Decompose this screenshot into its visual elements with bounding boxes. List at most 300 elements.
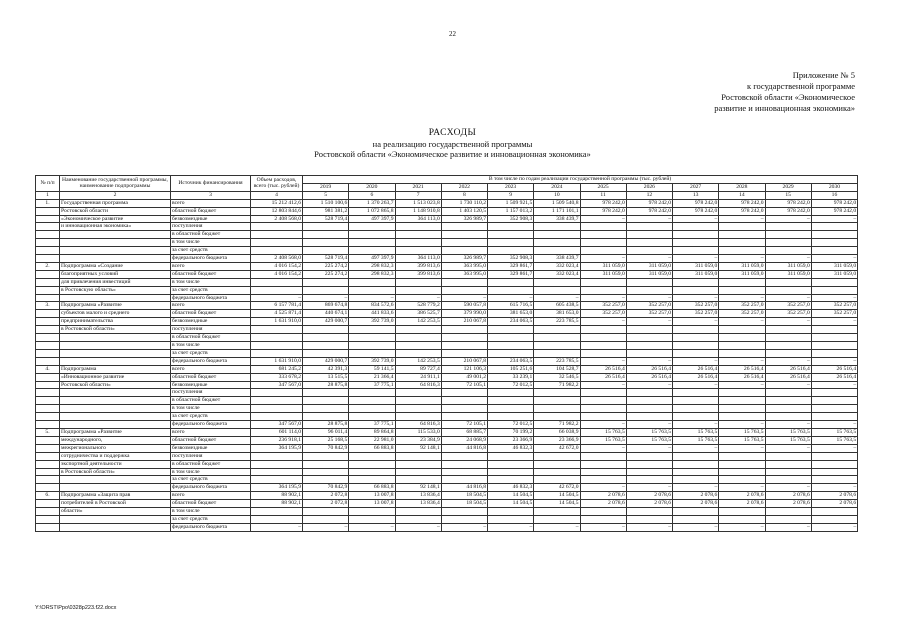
year-amount-cell: – (719, 215, 765, 223)
program-name-cell: Подпрограмма (60, 365, 171, 373)
year-amount-cell (303, 231, 349, 239)
column-index-cell: 1 (36, 191, 60, 199)
year-amount-cell: 605 438,5 (534, 302, 580, 310)
year-amount-cell: 978 242,0 (811, 199, 857, 207)
year-amount-cell: – (765, 444, 811, 452)
year-amount-cell: 23 366,9 (534, 436, 580, 444)
year-amount-cell: 311 059,0 (811, 262, 857, 270)
year-amount-cell (811, 460, 857, 468)
year-amount-cell: 15 763,5 (811, 436, 857, 444)
total-amount-cell: 347 567,0 (251, 381, 303, 389)
program-name-cell: для привлечения инвестиций (60, 278, 171, 286)
table-row (36, 397, 858, 405)
year-amount-cell: 381 653,0 (488, 310, 534, 318)
year-amount-cell (719, 452, 765, 460)
year-amount-cell (349, 405, 395, 413)
year-amount-cell: 978 242,0 (626, 199, 672, 207)
year-amount-cell: 1 403 120,5 (441, 207, 487, 215)
year-amount-cell: 978 242,0 (765, 207, 811, 215)
year-amount-cell (626, 223, 672, 231)
row-number-cell: 2. (36, 262, 60, 270)
funding-source-cell: областной бюджет (171, 207, 251, 215)
year-amount-cell (395, 397, 441, 405)
year-amount-cell (719, 476, 765, 484)
year-amount-cell (488, 223, 534, 231)
year-amount-cell: 352 257,0 (673, 302, 719, 310)
year-amount-cell: 49 001,2 (441, 373, 487, 381)
year-amount-cell: – (349, 523, 395, 531)
year-amount-cell (488, 468, 534, 476)
total-amount-cell: 2 408 568,0 (251, 215, 303, 223)
year-amount-cell (534, 515, 580, 523)
year-amount-cell (441, 405, 487, 413)
row-number-cell (36, 207, 60, 215)
year-amount-cell (673, 247, 719, 255)
funding-source-cell: безвозмездные (171, 381, 251, 389)
year-amount-cell: 18 504,5 (441, 492, 487, 500)
year-amount-cell: – (673, 444, 719, 452)
year-amount-cell (580, 286, 626, 294)
year-amount-cell (580, 515, 626, 523)
total-amount-cell: 2 408 568,0 (251, 255, 303, 263)
year-amount-cell: 33 239,1 (488, 373, 534, 381)
program-name-cell (60, 389, 171, 397)
year-amount-cell (673, 326, 719, 334)
year-amount-cell (765, 515, 811, 523)
year-amount-cell (673, 286, 719, 294)
year-amount-cell (534, 349, 580, 357)
year-amount-cell: 352 257,0 (719, 310, 765, 318)
funding-source-cell: в областной бюджет (171, 334, 251, 342)
year-amount-cell (811, 515, 857, 523)
year-amount-cell (626, 278, 672, 286)
total-amount-cell (251, 342, 303, 350)
year-amount-cell: 338 439,7 (534, 255, 580, 263)
year-amount-cell (765, 397, 811, 405)
year-amount-cell: 225 274,2 (303, 270, 349, 278)
year-amount-cell: 1 171 101,1 (534, 207, 580, 215)
year-amount-cell: 234 063,5 (488, 357, 534, 365)
year-amount-cell (488, 515, 534, 523)
total-amount-cell: 12 803 844,6 (251, 207, 303, 215)
year-amount-cell (811, 239, 857, 247)
row-number-cell: 1. (36, 199, 60, 207)
row-number-cell (36, 389, 60, 397)
row-number-cell (36, 500, 60, 508)
year-amount-cell (534, 397, 580, 405)
year-amount-cell (580, 231, 626, 239)
year-amount-cell: – (719, 318, 765, 326)
year-amount-cell: – (441, 294, 487, 302)
year-amount-cell: 23 384,9 (395, 436, 441, 444)
year-amount-cell (303, 452, 349, 460)
row-number-cell (36, 255, 60, 263)
year-amount-cell (626, 413, 672, 421)
year-amount-cell (349, 515, 395, 523)
table-row (36, 381, 858, 389)
table-row (36, 262, 858, 270)
row-number-cell (36, 310, 60, 318)
year-amount-cell (626, 452, 672, 460)
year-amount-cell (488, 397, 534, 405)
year-amount-cell: – (765, 523, 811, 531)
row-number-cell (36, 270, 60, 278)
year-amount-cell (395, 389, 441, 397)
year-amount-cell: 1 072 865,8 (349, 207, 395, 215)
year-amount-cell (303, 286, 349, 294)
year-amount-cell (488, 247, 534, 255)
year-amount-cell: – (719, 421, 765, 429)
funding-source-cell: за счет средств (171, 247, 251, 255)
year-amount-cell: 71 982,2 (534, 381, 580, 389)
year-amount-cell (534, 247, 580, 255)
row-number-cell (36, 484, 60, 492)
year-amount-cell: 26 516,4 (626, 365, 672, 373)
year-amount-cell (765, 508, 811, 516)
year-amount-cell (765, 223, 811, 231)
year-amount-cell: 298 832,3 (349, 262, 395, 270)
program-name-cell: Ростовской области (60, 207, 171, 215)
year-amount-cell (441, 247, 487, 255)
table-row (36, 302, 858, 310)
table-row (36, 413, 858, 421)
year-amount-cell (349, 397, 395, 405)
year-amount-cell: 13 836,4 (395, 500, 441, 508)
year-amount-cell: 15 763,5 (626, 428, 672, 436)
column-index-row (36, 191, 858, 199)
program-name-cell (60, 397, 171, 405)
year-amount-cell (534, 342, 580, 350)
year-amount-cell: 28 875,8 (303, 421, 349, 429)
table-row (36, 223, 858, 231)
row-number-cell: 6. (36, 492, 60, 500)
funding-source-cell: поступления (171, 223, 251, 231)
table-row (36, 365, 858, 373)
row-number-cell (36, 349, 60, 357)
year-amount-cell: – (488, 294, 534, 302)
year-amount-cell: – (395, 523, 441, 531)
year-amount-cell: 338 439,7 (534, 215, 580, 223)
year-amount-cell: 392 739,0 (349, 357, 395, 365)
total-amount-cell (251, 223, 303, 231)
year-amount-cell: 46 832,3 (488, 484, 534, 492)
funding-source-cell: в том числе (171, 278, 251, 286)
year-amount-cell: – (580, 381, 626, 389)
funding-source-cell: за счет средств (171, 286, 251, 294)
total-amount-cell (251, 476, 303, 484)
year-amount-cell (765, 413, 811, 421)
year-amount-cell: 352 257,0 (626, 310, 672, 318)
table-body (36, 191, 858, 531)
year-amount-cell (811, 468, 857, 476)
total-amount-cell: 681 245,2 (251, 365, 303, 373)
program-name-cell: потребителей в Ростовской (60, 500, 171, 508)
program-name-cell (60, 239, 171, 247)
table-row (36, 207, 858, 215)
year-amount-cell: 44 816,8 (441, 484, 487, 492)
year-amount-cell: 364 113,0 (395, 255, 441, 263)
year-amount-cell: – (811, 523, 857, 531)
year-amount-cell: 1 509 921,5 (488, 199, 534, 207)
row-number-cell (36, 508, 60, 516)
program-name-cell (60, 484, 171, 492)
year-amount-cell: 981 381,2 (303, 207, 349, 215)
year-amount-cell (673, 397, 719, 405)
table-row (36, 452, 858, 460)
year-amount-cell: 311 059,0 (719, 270, 765, 278)
year-amount-cell (626, 286, 672, 294)
year-amount-cell: 392 739,0 (349, 318, 395, 326)
year-amount-cell (534, 286, 580, 294)
year-amount-cell: – (580, 294, 626, 302)
year-amount-cell: 72 105,1 (441, 421, 487, 429)
year-amount-cell: – (673, 215, 719, 223)
year-amount-cell: 44 816,8 (441, 444, 487, 452)
funding-source-cell: в том числе (171, 239, 251, 247)
year-amount-cell: 59 141,5 (349, 365, 395, 373)
year-amount-cell (811, 413, 857, 421)
year-amount-cell: 25 168,5 (303, 436, 349, 444)
year-amount-cell (719, 326, 765, 334)
year-amount-cell: – (719, 484, 765, 492)
year-amount-cell: 15 763,5 (719, 436, 765, 444)
year-amount-cell (441, 342, 487, 350)
year-amount-cell: 96 011,4 (303, 428, 349, 436)
year-amount-cell (626, 508, 672, 516)
year-amount-cell: – (673, 381, 719, 389)
year-amount-cell: 15 763,5 (719, 428, 765, 436)
year-amount-cell: – (580, 484, 626, 492)
year-amount-cell: – (765, 357, 811, 365)
year-amount-cell: 15 763,5 (765, 428, 811, 436)
table-row (36, 294, 858, 302)
year-amount-cell (580, 413, 626, 421)
year-amount-cell: – (626, 523, 672, 531)
year-amount-cell (626, 460, 672, 468)
year-amount-cell: 2 072,8 (303, 500, 349, 508)
total-amount-cell: 1 631 910,0 (251, 318, 303, 326)
year-amount-cell: 2 078,6 (673, 500, 719, 508)
year-amount-cell: – (811, 484, 857, 492)
funding-source-cell: областной бюджет (171, 373, 251, 381)
year-amount-cell: 2 078,6 (765, 500, 811, 508)
funding-source-cell: федерального бюджета (171, 294, 251, 302)
file-path-footer: Y:\ORST\Ppo\0328p223.f22.docx (35, 605, 117, 611)
year-amount-cell (580, 326, 626, 334)
year-amount-cell: 363 995,0 (441, 262, 487, 270)
year-amount-cell: 24 068,9 (441, 436, 487, 444)
year-amount-cell (811, 349, 857, 357)
year-amount-cell: 70 842,9 (303, 444, 349, 452)
year-amount-cell (765, 231, 811, 239)
year-amount-cell: – (580, 421, 626, 429)
total-amount-cell (251, 349, 303, 357)
year-amount-cell (395, 460, 441, 468)
year-amount-cell (349, 342, 395, 350)
header-year: 2029 (765, 183, 811, 191)
year-amount-cell (811, 452, 857, 460)
table-row (36, 492, 858, 500)
year-amount-cell (534, 476, 580, 484)
year-amount-cell: 26 516,4 (811, 373, 857, 381)
program-name-cell (60, 515, 171, 523)
table-row (36, 231, 858, 239)
year-amount-cell (811, 342, 857, 350)
funding-source-cell: поступления (171, 326, 251, 334)
year-amount-cell: 14 504,5 (488, 492, 534, 500)
row-number-cell (36, 294, 60, 302)
year-amount-cell (719, 389, 765, 397)
year-amount-cell (488, 349, 534, 357)
year-amount-cell (673, 223, 719, 231)
year-amount-cell (349, 223, 395, 231)
year-amount-cell (811, 231, 857, 239)
year-amount-cell: 66 883,8 (349, 444, 395, 452)
year-amount-cell (673, 239, 719, 247)
year-amount-cell: 978 242,0 (580, 199, 626, 207)
total-amount-cell (251, 397, 303, 405)
program-name-cell (60, 247, 171, 255)
year-amount-cell (441, 286, 487, 294)
year-amount-cell (673, 349, 719, 357)
year-amount-cell: 363 995,0 (441, 270, 487, 278)
year-amount-cell: 1 509 540,8 (534, 199, 580, 207)
column-index-cell: 16 (811, 191, 857, 199)
year-amount-cell (441, 239, 487, 247)
year-amount-cell: 429 000,7 (303, 318, 349, 326)
year-amount-cell (765, 405, 811, 413)
year-amount-cell (395, 239, 441, 247)
year-amount-cell: 1 510 100,6 (303, 199, 349, 207)
year-amount-cell: – (811, 215, 857, 223)
year-amount-cell: 978 242,0 (626, 207, 672, 215)
year-amount-cell (765, 334, 811, 342)
year-amount-cell (719, 397, 765, 405)
row-number-cell (36, 223, 60, 231)
year-amount-cell (673, 515, 719, 523)
header-years-title: В том числе по годам реализации государственной программы (тыс. рублей) (303, 176, 858, 184)
year-amount-cell (765, 460, 811, 468)
year-amount-cell: 352 257,0 (811, 302, 857, 310)
year-amount-cell: 497 397,9 (349, 215, 395, 223)
year-amount-cell (673, 334, 719, 342)
year-amount-cell: 210 067,8 (441, 357, 487, 365)
year-amount-cell: 399 813,6 (395, 262, 441, 270)
year-amount-cell: – (626, 255, 672, 263)
year-amount-cell (626, 515, 672, 523)
year-amount-cell (719, 334, 765, 342)
year-amount-cell: 352 257,0 (765, 310, 811, 318)
year-amount-cell: 37 775,1 (349, 421, 395, 429)
row-number-cell (36, 334, 60, 342)
year-amount-cell: 70 199,2 (488, 428, 534, 436)
funding-source-cell: за счет средств (171, 476, 251, 484)
year-amount-cell: – (811, 357, 857, 365)
year-amount-cell (441, 468, 487, 476)
year-amount-cell (580, 334, 626, 342)
table-row (36, 389, 858, 397)
year-amount-cell: – (719, 381, 765, 389)
year-amount-cell: 1 730 110,2 (441, 199, 487, 207)
year-amount-cell: – (580, 357, 626, 365)
year-amount-cell: – (765, 215, 811, 223)
year-amount-cell (673, 508, 719, 516)
row-number-cell (36, 278, 60, 286)
year-amount-cell (441, 413, 487, 421)
year-amount-cell (626, 239, 672, 247)
year-amount-cell: 28 875,8 (303, 381, 349, 389)
year-amount-cell (673, 452, 719, 460)
row-number-cell (36, 381, 60, 389)
year-amount-cell: 92 148,1 (395, 444, 441, 452)
year-amount-cell (719, 413, 765, 421)
year-amount-cell: 2 078,6 (580, 500, 626, 508)
table-row (36, 278, 858, 286)
year-amount-cell (811, 223, 857, 231)
row-number-cell (36, 357, 60, 365)
year-amount-cell (719, 468, 765, 476)
year-amount-cell (395, 247, 441, 255)
year-amount-cell: – (580, 523, 626, 531)
year-amount-cell (488, 460, 534, 468)
program-name-cell (60, 294, 171, 302)
year-amount-cell (811, 334, 857, 342)
year-amount-cell (303, 247, 349, 255)
column-index-cell: 15 (765, 191, 811, 199)
year-amount-cell: 26 516,4 (580, 365, 626, 373)
year-amount-cell (811, 326, 857, 334)
funding-source-cell: безвозмездные (171, 215, 251, 223)
table-row (36, 286, 858, 294)
year-amount-cell (626, 231, 672, 239)
funding-source-cell: за счет средств (171, 515, 251, 523)
year-amount-cell (349, 452, 395, 460)
year-amount-cell (303, 508, 349, 516)
program-name-cell: «Инновационное развитие (60, 373, 171, 381)
year-amount-cell: 311 059,0 (580, 270, 626, 278)
year-amount-cell: – (626, 215, 672, 223)
year-amount-cell (349, 286, 395, 294)
year-amount-cell (395, 405, 441, 413)
year-amount-cell (534, 508, 580, 516)
program-name-cell: Подпрограмма «Создание (60, 262, 171, 270)
year-amount-cell (303, 342, 349, 350)
year-amount-cell (673, 460, 719, 468)
year-amount-cell (303, 397, 349, 405)
program-name-cell: международного, (60, 436, 171, 444)
year-amount-cell: 311 059,0 (626, 262, 672, 270)
table-row (36, 484, 858, 492)
year-amount-cell (765, 326, 811, 334)
row-number-cell (36, 523, 60, 531)
year-amount-cell: 2 078,6 (811, 500, 857, 508)
row-number-cell (36, 397, 60, 405)
table-row (36, 255, 858, 263)
year-amount-cell (395, 231, 441, 239)
row-number-cell (36, 239, 60, 247)
year-amount-cell (580, 247, 626, 255)
year-amount-cell: 70 842,9 (303, 484, 349, 492)
row-number-cell (36, 452, 60, 460)
year-amount-cell: – (580, 255, 626, 263)
row-number-cell (36, 444, 60, 452)
total-amount-cell: 601 114,0 (251, 428, 303, 436)
year-amount-cell: – (765, 381, 811, 389)
year-amount-cell (580, 342, 626, 350)
year-amount-cell (719, 239, 765, 247)
page-number: 22 (449, 30, 456, 38)
year-amount-cell (673, 278, 719, 286)
